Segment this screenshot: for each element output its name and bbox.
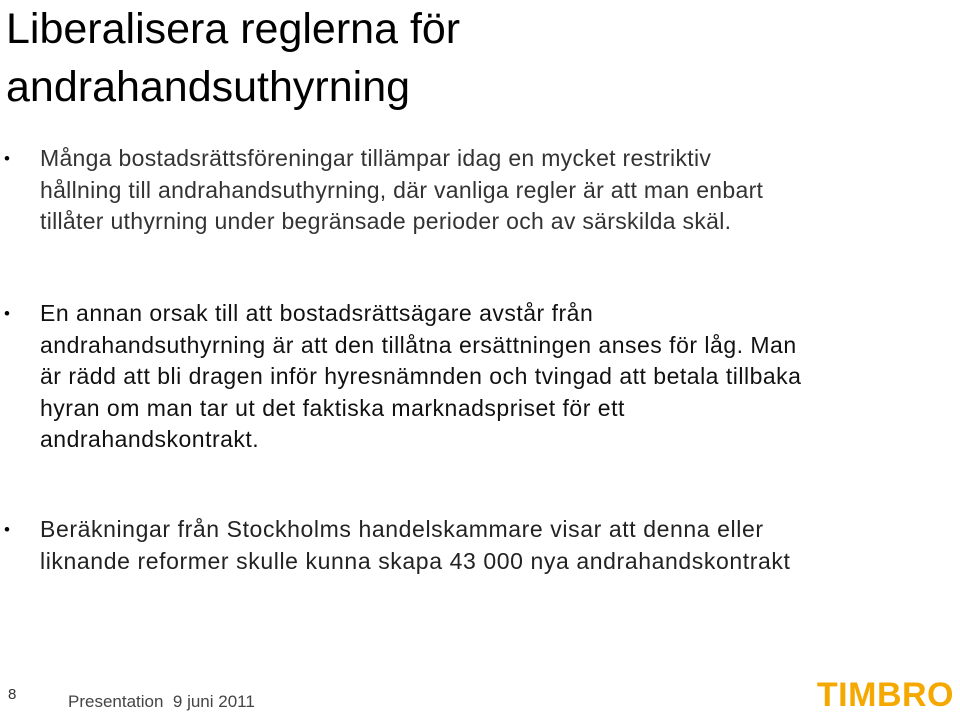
bullet-text: Många bostadsrättsföreningar tillämpar idag en mycket restriktiv hållning till andrahandsuthyrning, där vanliga regler är att man enbart tillåter uthyrning under begränsade perioder och av särskilda skäl. [40, 145, 764, 234]
timbro-logo: TIMBRO [816, 676, 954, 714]
page-number: 8 [8, 686, 17, 703]
bullet-text: Beräkningar från Stockholms handelskammare visar att denna eller liknande reformer skulle kunna skapa 43 000 nya andrahandskontrakt [40, 516, 791, 574]
bullet-text: En annan orsak till att bostadsrättsägare avstår från andrahandsuthyrning är att den tillåtna ersättningen anses för låg. Man är rädd att bli dragen inför hyresnämnden och tvingad att betala tillbaka hyran om man tar ut det faktiska marknadspriset för ett andrahandskontrakt. [40, 300, 802, 452]
bullet-marker: • [4, 520, 10, 539]
bullet-marker: • [4, 304, 10, 323]
footer-presentation-date: Presentation 9 juni 2011 [68, 692, 255, 711]
bullet-marker: • [4, 149, 10, 168]
slide-title: Liberalisera reglerna för andrahandsuthyrning [6, 5, 461, 111]
